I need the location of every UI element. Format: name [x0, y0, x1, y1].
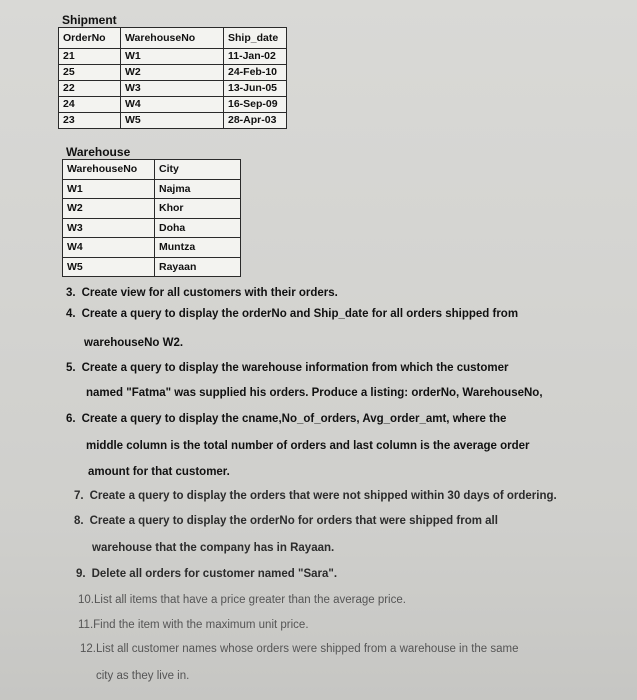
table-cell: W4: [63, 238, 155, 258]
warehouse-table-title: Warehouse: [66, 145, 131, 159]
table-row: [59, 65, 287, 81]
question-text-continued: middle column is the total number of orders and last column is the average order: [86, 440, 530, 452]
table-cell: Rayaan: [155, 257, 241, 277]
table-cell: Khor: [155, 199, 241, 219]
question-text-continued: named "Fatma" was supplied his orders. Produce a listing: orderNo, WarehouseNo,: [86, 387, 543, 399]
question-12: [80, 643, 519, 655]
table-cell: 25: [59, 65, 121, 81]
question-text: Create a query to display the orderNo for orders that were shipped from all: [89, 515, 498, 527]
question-text: Create a query to display the orderNo and Ship_date for all orders shipped from: [81, 308, 519, 320]
table-cell: W4: [121, 97, 224, 113]
question-number: 3.: [66, 287, 76, 299]
warehouse-table: [62, 159, 241, 277]
table-row: [59, 81, 287, 97]
question-8: [74, 515, 498, 527]
question-text: List all customer names whose orders were shipped from a warehouse in the same: [96, 643, 519, 655]
table-cell: W2: [121, 65, 224, 81]
question-6: [66, 413, 506, 425]
question-7: [74, 490, 557, 502]
question-9: [76, 568, 337, 580]
question-number: 6.: [66, 413, 76, 425]
question-text: Create a query to display the orders that were not shipped within 30 days of ordering.: [89, 490, 557, 502]
table-cell: 22: [59, 81, 121, 97]
question-text-continued: warehouseNo W2.: [84, 337, 184, 349]
question-text: Create a query to display the warehouse information from which the customer: [81, 362, 509, 374]
question-text: Delete all orders for customer named "Sara".: [91, 568, 338, 580]
table-row: [59, 49, 287, 65]
table-cell: 24-Feb-10: [224, 65, 287, 81]
question-text-continued: amount for that customer.: [88, 466, 230, 478]
table-cell: Najma: [155, 179, 241, 199]
question-text: List all items that have a price greater than the average price.: [94, 594, 406, 606]
table-row: [63, 199, 241, 219]
table-cell: W2: [63, 199, 155, 219]
table-header-row: [63, 160, 241, 180]
question-number: 5.: [66, 362, 76, 374]
table-row: [63, 257, 241, 277]
table-header-row: [59, 28, 287, 49]
shipment-table: [58, 27, 287, 129]
table-cell: 11-Jan-02: [224, 49, 287, 65]
table-cell: W1: [63, 179, 155, 199]
table-cell: W1: [121, 49, 224, 65]
table-cell: W5: [121, 113, 224, 129]
table-row: [59, 97, 287, 113]
table-cell: W5: [63, 257, 155, 277]
table-row: [63, 218, 241, 238]
question-text: Create view for all customers with their orders.: [81, 287, 338, 299]
table-cell: 28-Apr-03: [224, 113, 287, 129]
question-3: [66, 287, 338, 299]
table-row: [63, 238, 241, 258]
table-cell: 24: [59, 97, 121, 113]
question-number: 7.: [74, 490, 84, 502]
question-number: 10.: [78, 594, 94, 606]
question-number: 8.: [74, 515, 84, 527]
table-cell: 13-Jun-05: [224, 81, 287, 97]
table-row: [59, 113, 287, 129]
table-cell: W3: [63, 218, 155, 238]
question-text: Find the item with the maximum unit price.: [93, 619, 309, 631]
column-header: WarehouseNo: [63, 160, 155, 180]
question-text: Create a query to display the cname,No_of_orders, Avg_order_amt, where the: [81, 413, 507, 425]
question-text-continued: warehouse that the company has in Rayaan.: [92, 542, 335, 554]
table-cell: Muntza: [155, 238, 241, 258]
question-4: [66, 308, 518, 320]
table-cell: 16-Sep-09: [224, 97, 287, 113]
question-number: 4.: [66, 308, 76, 320]
column-header: City: [155, 160, 241, 180]
table-row: [63, 179, 241, 199]
question-10: [78, 594, 406, 606]
question-text-continued: city as they live in.: [96, 670, 190, 682]
shipment-table-title: Shipment: [62, 13, 117, 27]
question-number: 12.: [80, 643, 96, 655]
table-cell: 23: [59, 113, 121, 129]
table-cell: W3: [121, 81, 224, 97]
table-cell: Doha: [155, 218, 241, 238]
column-header: OrderNo: [59, 28, 121, 49]
column-header: Ship_date: [224, 28, 287, 49]
question-11: [78, 619, 309, 631]
table-cell: 21: [59, 49, 121, 65]
question-number: 11.: [78, 619, 94, 631]
question-5: [66, 362, 508, 374]
column-header: WarehouseNo: [121, 28, 224, 49]
question-number: 9.: [76, 568, 86, 580]
